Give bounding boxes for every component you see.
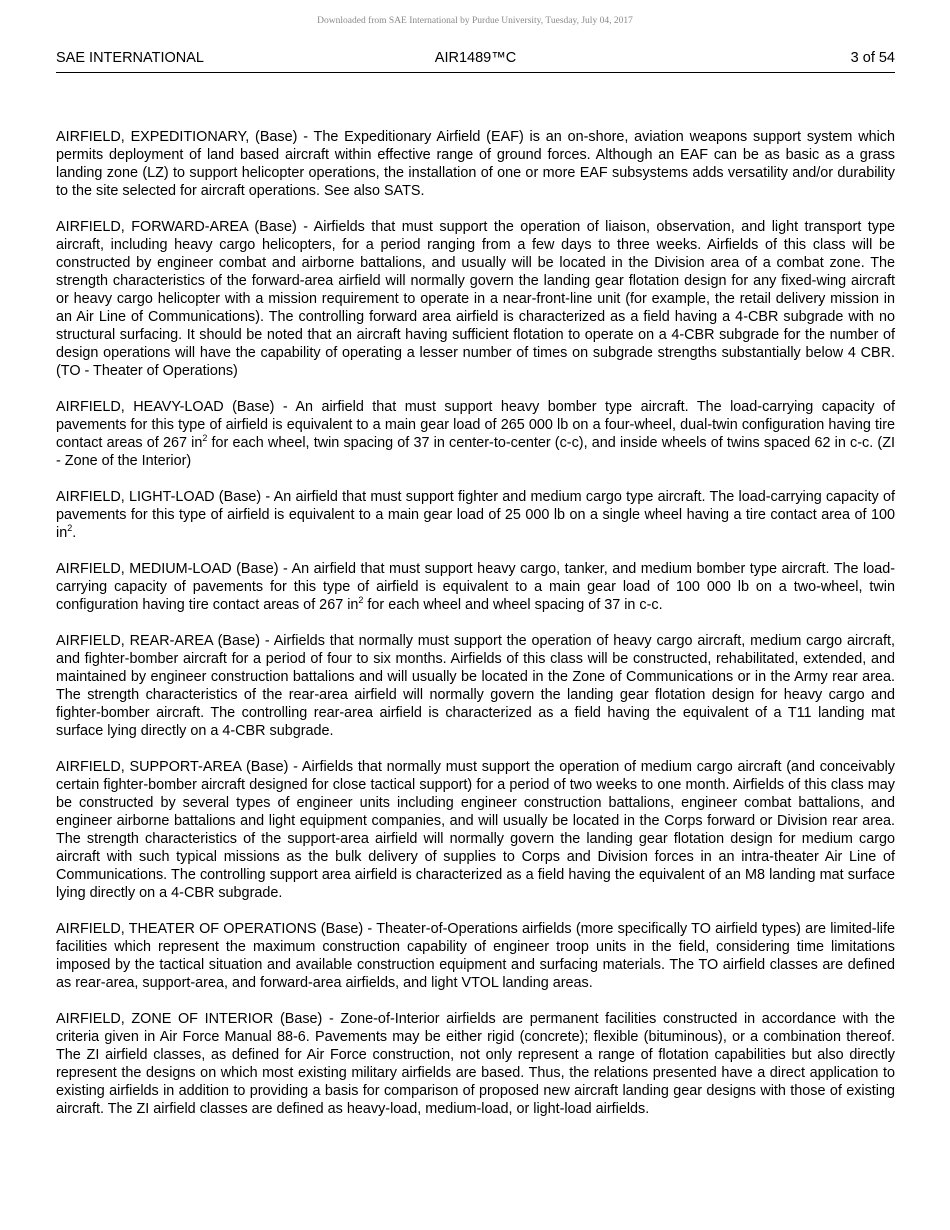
definition-text: for each wheel and wheel spacing of 37 in c-c.: [363, 597, 663, 613]
superscript: 2: [202, 433, 208, 443]
definition-light-load: [56, 488, 895, 542]
header-organization: SAE INTERNATIONAL: [56, 50, 204, 66]
document-body: [56, 128, 895, 1136]
download-watermark: Downloaded from SAE International by Purdue University, Tuesday, July 04, 2017: [317, 16, 633, 26]
definition-expeditionary: AIRFIELD, EXPEDITIONARY, (Base) - The Expeditionary Airfield (EAF) is an on-shore, aviation weapons support system which permits deployment of land based aircraft within effective range of ground forces. Although an EAF can be as basic as a grass landing zone (LZ) to support helicopter operations, the installation of one or more EAF subsystems adds versatility and/or durability to the site selected for aircraft operations. See also SATS.: [56, 129, 895, 199]
header-page-number: 3 of 54: [850, 50, 895, 66]
definition-text: AIRFIELD, LIGHT-LOAD (Base) - An airfield that must support fighter and medium cargo type aircraft. The load-carrying capacity of pavements for this type of airfield is equivalent to a main gear load of 25 000 lb on a single wheel having a tire contact area of 100 in: [56, 489, 895, 541]
definition-forward-area: AIRFIELD, FORWARD-AREA (Base) - Airfields that must support the operation of liaison, observation, and light transport type aircraft, including heavy cargo helicopters, for a period ranging from a few days to three weeks. Airfields of this class will be constructed by engineer combat and airborne battalions, and usually will be located in the Division area of a combat zone. The strength characteristics of the forward-area airfield will normally govern the landing gear flotation design for any fixed-wing aircraft or heavy cargo helicopter with a mission requirement to operate in a near-front-line unit (for example, the retail delivery mission in an Air Line of Communications). The controlling forward area airfield is characterized as a field having a 4-CBR subgrade with no structural surfacing. It should be noted that an aircraft having sufficient flotation to operate on a 4-CBR subgrade for the number of design operations will have the capability of operating a lesser number of times on subgrade strengths substantially below 4 CBR. (TO - Theater of Operations): [56, 219, 895, 379]
page-header: [56, 50, 895, 73]
definition-theater-of-operations: AIRFIELD, THEATER OF OPERATIONS (Base) - Theater-of-Operations airfields (more specifically TO airfield types) are limited-life facilities which represent the maximum construction capability of engineer troop units in the field, considering time limitations imposed by the tactical situation and available construction equipment and surfacing materials. The TO airfield classes are defined as rear-area, support-area, and forward-area airfields, and light VTOL landing areas.: [56, 921, 895, 991]
definition-text: AIRFIELD, HEAVY-LOAD (Base) - An airfield that must support heavy bomber type aircraft. The load-carrying capacity of pavements for this type of airfield is equivalent to a main gear load of 265 000 lb on a four-wheel, dual-twin configuration having tire contact areas of 267 in: [56, 399, 895, 451]
header-document-id: AIR1489™C: [434, 50, 517, 66]
definition-rear-area: AIRFIELD, REAR-AREA (Base) - Airfields that normally must support the operation of heavy cargo aircraft, medium cargo aircraft, and fighter-bomber aircraft for a period of four to six months. Airfields of this class will be constructed, rehabilitated, extended, and maintained by engineer construction battalions and will usually be located in the Zone of Communications or in the Army rear area. The strength characteristics of the rear-area airfield will normally govern the landing gear flotation design for heavy cargo and fighter-bomber aircraft. The controlling rear-area airfield is characterized as a field having the equivalent of a T11 landing mat surface lying directly on a 4-CBR subgrade.: [56, 633, 895, 739]
superscript: 2: [67, 523, 73, 533]
definition-medium-load: [56, 560, 895, 614]
definition-text: .: [72, 525, 77, 541]
definition-zone-of-interior: AIRFIELD, ZONE OF INTERIOR (Base) - Zone-of-Interior airfields are permanent facilities constructed in accordance with the criteria given in Air Force Manual 88-6. Pavements may be either rigid (concrete); flexible (bituminous), or a combination thereof. The ZI airfield classes, as defined for Air Force construction, not only represent a range of flotation capabilities but also directly represent the designs on which most existing military airfields are based. Thus, the relations presented have a direct application to existing airfields in addition to providing a basis for comparison of proposed new aircraft landing gear designs with those of existing aircraft. The ZI airfield classes are defined as heavy-load, medium-load, or light-load airfields.: [56, 1011, 895, 1117]
definition-text: AIRFIELD, MEDIUM-LOAD (Base) - An airfield that must support heavy cargo, tanker, and medium bomber type aircraft. The load-carrying capacity of pavements for this type of airfield is equivalent to a main gear load of 100 000 lb on a two-wheel, twin configuration having tire contact areas of 267 in: [56, 561, 895, 613]
definition-text: for each wheel, twin spacing of 37 in center-to-center (c-c), and inside wheels of twins spaced 62 in c-c. (ZI - Zone of the Interior): [56, 435, 895, 469]
definition-support-area: AIRFIELD, SUPPORT-AREA (Base) - Airfields that normally must support the operation of medium cargo aircraft (and conceivably certain fighter-bomber aircraft designed for close tactical support) for a period of two weeks to one month. Airfields of this class may be constructed by several types of engineer units including engineer construction battalions, engineer combat battalions, and engineer airborne battalions and light equipment companies, and will usually be located in the Corps forward or Division rear area. The strength characteristics of the support-area airfield will normally govern the landing gear flotation design for medium cargo aircraft with such typical missions as the bulk delivery of supplies to Corps and Division forces in an intra-theater Air Line of Communications. The controlling support area airfield is characterized as a field having the equivalent of an M8 landing mat surface lying directly on a 4-CBR subgrade.: [56, 759, 895, 901]
definition-heavy-load: [56, 398, 895, 470]
superscript: 2: [358, 595, 364, 605]
